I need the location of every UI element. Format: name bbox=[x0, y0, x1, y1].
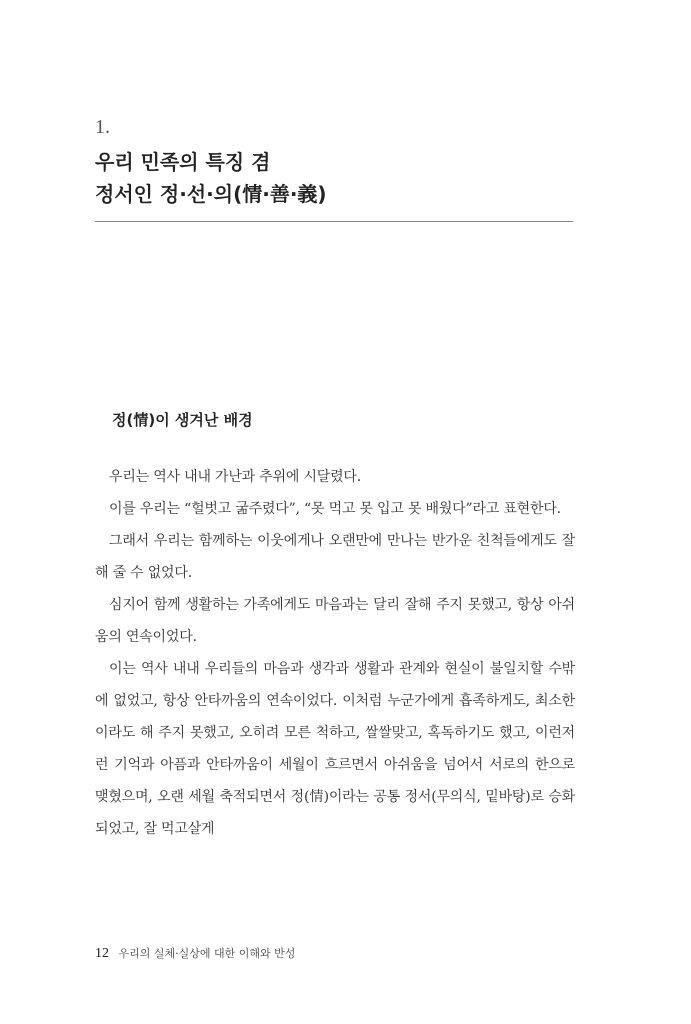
chapter-title-line-2: 정서인 정·선·의(情·善·義) bbox=[95, 182, 327, 206]
page-footer bbox=[95, 945, 295, 962]
paragraph: 우리는 역사 내내 가난과 추위에 시달렸다. bbox=[109, 469, 362, 485]
title-divider bbox=[95, 221, 573, 222]
section-heading: 정(情)이 생겨난 배경 bbox=[112, 411, 253, 429]
chapter-title bbox=[95, 146, 575, 210]
running-title: 우리의 실체·실상에 대한 이해와 반성 bbox=[118, 947, 296, 960]
paragraph: 이는 역사 내내 우리들의 마음과 생각과 생활과 관계와 현실이 불일치할 수밖에 없었고, 항상 안타까움의 연속이었다. 이처럼 누군가에게 흡족하게도, 최소한이라도 해 주지 못했고, 오히려 모른 척하고, 쌀쌀맞고, 혹독하기도 했고, 이런저런 기억과 아픔과 안타까움이 세월이 흐르면서 아쉬움을 넘어서 서로의 한으로 맺혔으며, 오랜 세월 축적되면서 정(情)이라는 공통 정서(무의식, 밑바탕)로 승화되었고, 잘 먹고살게 bbox=[95, 661, 575, 837]
paragraph: 그래서 우리는 함께하는 이웃에게나 오랜만에 만나는 반가운 친척들에게도 잘해 줄 수 없었다. bbox=[95, 533, 575, 581]
body-text bbox=[95, 461, 575, 845]
paragraph: 심지어 함께 생활하는 가족에게도 마음과는 달리 잘해 주지 못했고, 항상 아쉬움의 연속이었다. bbox=[95, 597, 575, 645]
paragraph: 이를 우리는 “헐벗고 굶주렸다”, “못 먹고 못 입고 못 배웠다”라고 표현한다. bbox=[109, 501, 561, 517]
chapter-title-line-1: 우리 민족의 특징 겸 bbox=[95, 150, 271, 174]
page-number: 12 bbox=[95, 946, 109, 961]
chapter-number: 1. bbox=[95, 116, 110, 138]
